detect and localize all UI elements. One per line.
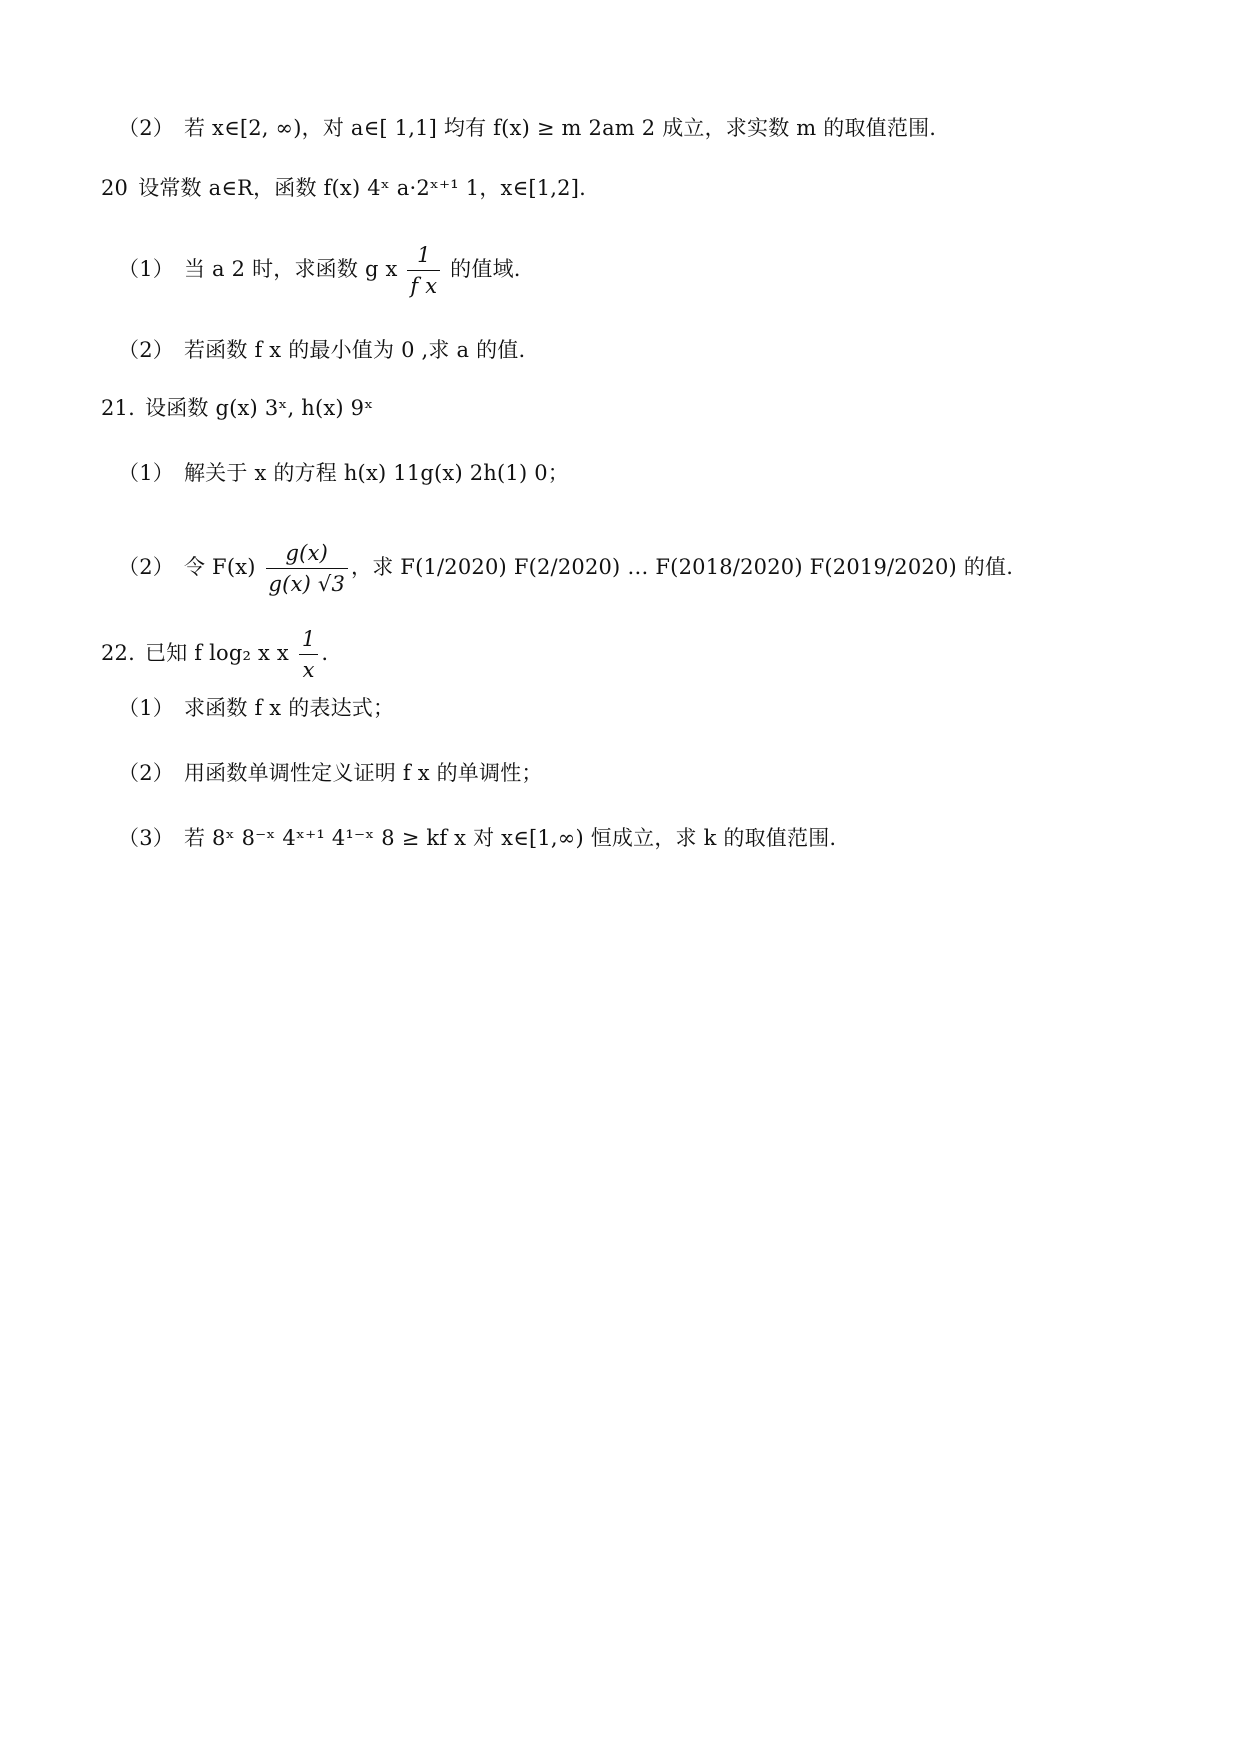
question-22-part-2 bbox=[118, 757, 543, 789]
question-text: 若函数 f x 的最小值为 0 ,求 a 的值. bbox=[183, 338, 526, 362]
fraction-numerator: g(x) bbox=[266, 538, 349, 569]
fraction-denominator: x bbox=[302, 658, 315, 682]
question-20-part-2 bbox=[118, 334, 525, 366]
part-number: （2） bbox=[118, 555, 174, 579]
question-21 bbox=[101, 392, 373, 424]
part-number: （1） bbox=[118, 696, 174, 720]
fraction-denominator: g(x) √3 bbox=[268, 572, 346, 596]
question-text: 设函数 g(x) 3ˣ, h(x) 9ˣ bbox=[145, 396, 374, 420]
part-number: （2） bbox=[118, 761, 174, 785]
question-text: 设常数 a∈R，函数 f(x) 4ˣ a·2ˣ⁺¹ 1，x∈[1,2]. bbox=[138, 176, 587, 200]
question-number: 22. bbox=[101, 641, 135, 665]
question-text-post: . bbox=[321, 641, 329, 665]
part-number: （2） bbox=[118, 338, 174, 362]
fraction-numerator: 1 bbox=[407, 240, 440, 271]
fraction bbox=[407, 240, 440, 301]
question-text: 求函数 f x 的表达式； bbox=[183, 696, 395, 720]
part-number: （1） bbox=[118, 461, 174, 485]
question-19-part-2 bbox=[118, 112, 936, 144]
question-22-part-3 bbox=[118, 822, 836, 854]
question-text: 解关于 x 的方程 h(x) 11g(x) 2h(1) 0； bbox=[183, 461, 570, 485]
question-number: 21. bbox=[101, 396, 135, 420]
question-text-post: 的值域. bbox=[443, 257, 521, 281]
question-text: 用函数单调性定义证明 f x 的单调性； bbox=[183, 761, 543, 785]
question-20-part-1 bbox=[118, 240, 521, 301]
question-text-post: ，求 F(1/2020) F(2/2020) … F(2018/2020) F(2019/2020) 的值. bbox=[351, 555, 1014, 579]
part-number: （1） bbox=[118, 257, 174, 281]
fraction-numerator: 1 bbox=[299, 624, 319, 655]
question-20 bbox=[101, 172, 586, 204]
question-text-pre: 当 a 2 时，求函数 g x bbox=[183, 257, 405, 281]
question-21-part-2 bbox=[118, 538, 1013, 599]
fraction-denominator: f x bbox=[410, 274, 438, 298]
question-21-part-1 bbox=[118, 457, 569, 489]
part-number: （2） bbox=[118, 116, 174, 140]
fraction bbox=[266, 538, 349, 599]
question-text: 若 8ˣ 8⁻ˣ 4ˣ⁺¹ 4¹⁻ˣ 8 ≥ kf x 对 x∈[1,∞) 恒成立，求 k 的取值范围. bbox=[183, 826, 837, 850]
part-number: （3） bbox=[118, 826, 174, 850]
question-text: 若 x∈[2, ∞)，对 a∈[ 1,1] 均有 f(x) ≥ m 2am 2 成立，求实数 m 的取值范围. bbox=[183, 116, 937, 140]
fraction bbox=[299, 624, 319, 685]
question-22 bbox=[101, 624, 328, 685]
question-number: 20 bbox=[101, 176, 129, 200]
question-text-pre: 令 F(x) bbox=[183, 555, 263, 579]
question-text-pre: 已知 f log₂ x x bbox=[145, 641, 296, 665]
question-22-part-1 bbox=[118, 692, 394, 724]
